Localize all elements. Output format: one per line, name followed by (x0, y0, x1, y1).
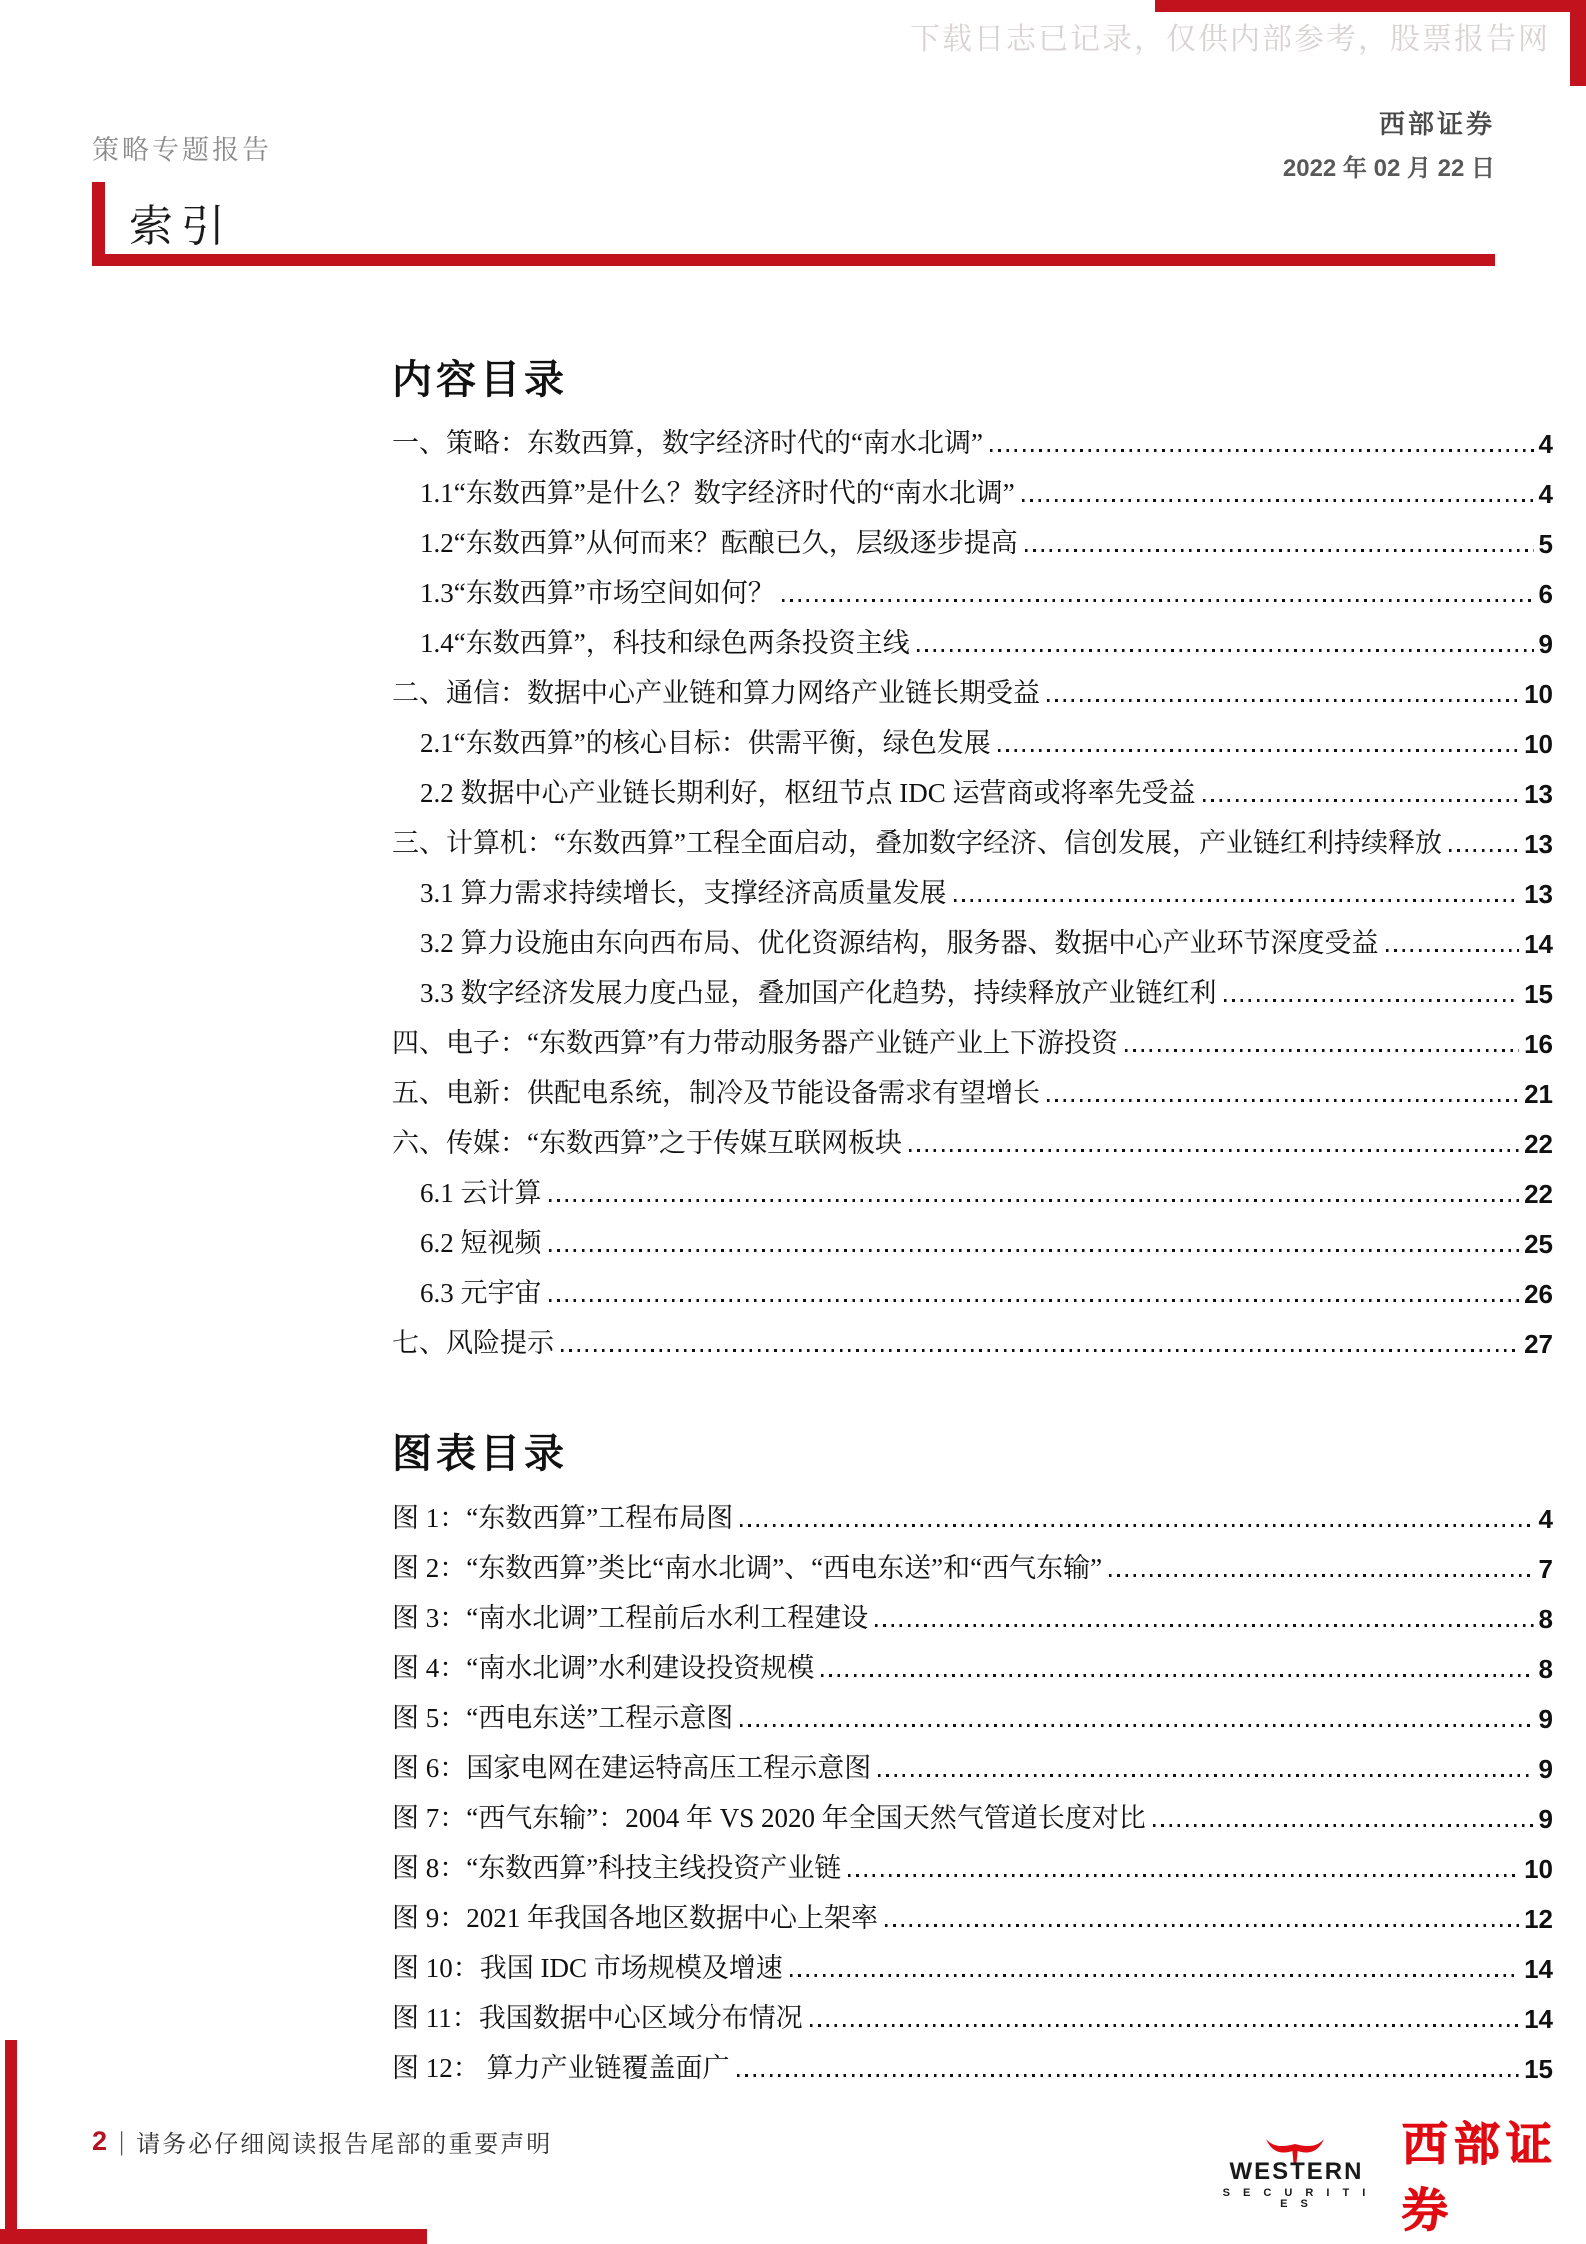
figure-entry-label: 图 5：“西电东送”工程示意图 (392, 1702, 734, 1733)
figure-entry-label: 图 10：我国 IDC 市场规模及增速 (392, 1952, 783, 1983)
toc-entry-page: 13 (1524, 879, 1553, 909)
toc-entry[interactable] (392, 662, 1553, 712)
dotted-leader (740, 1724, 1533, 1727)
toc-entry-label: 六、传媒：“东数西算”之于传媒互联网板块 (392, 1127, 902, 1158)
toc-entry[interactable] (392, 1262, 1553, 1312)
toc-entry-page: 4 (1538, 479, 1553, 509)
toc-entry-label: 3.3 数字经济发展力度凸显，叠加国产化趋势，持续释放产业链红利 (420, 977, 1217, 1008)
figure-entry[interactable] (392, 1887, 1553, 1937)
dotted-leader (1153, 1824, 1534, 1827)
figure-entry[interactable] (392, 1537, 1553, 1587)
toc-entry-label: 1.3“东数西算”市场空间如何？ (420, 577, 775, 608)
figure-entry-page: 15 (1524, 2054, 1553, 2084)
footer-left (92, 2124, 552, 2159)
toc-entry-label: 七、风险提示 (392, 1327, 554, 1358)
toc-entry[interactable] (392, 1112, 1553, 1162)
toc-entry-label: 6.2 短视频 (420, 1227, 542, 1258)
toc-entry[interactable] (392, 562, 1553, 612)
dotted-leader (790, 1974, 1519, 1977)
toc-entry[interactable] (392, 962, 1553, 1012)
logo-chinese-text: 西部证券 (1401, 2119, 1558, 2236)
figure-entry-label: 图 7：“西气东输”：2004 年 VS 2020 年全国天然气管道长度对比 (392, 1802, 1146, 1833)
toc-entry-page: 6 (1538, 579, 1553, 609)
logo-western-text: WESTERN (1229, 2158, 1364, 2185)
figure-entry[interactable] (392, 1487, 1553, 1537)
figure-entry[interactable] (392, 1987, 1553, 2037)
figure-entry-label: 图 6：国家电网在建运特高压工程示意图 (392, 1752, 872, 1783)
company-logo (1213, 2108, 1586, 2240)
dotted-leader (1125, 1049, 1519, 1052)
logo-english-block (1213, 2138, 1380, 2210)
figure-entry-label: 图 2：“东数西算”类比“南水北调”、“西电东送”和“西气东输” (392, 1552, 1103, 1583)
dotted-leader (917, 649, 1534, 652)
dotted-leader (1109, 1574, 1533, 1577)
toc-entry-label: 3.1 算力需求持续增长，支撑经济高质量发展 (420, 877, 947, 908)
figure-entry[interactable] (392, 1787, 1553, 1837)
dotted-leader (737, 2074, 1520, 2077)
toc-entry-label: 四、电子：“东数西算”有力带动服务器产业链产业上下游投资 (392, 1027, 1118, 1058)
top-right-horizontal-bar (1155, 0, 1586, 12)
toc-entry-page: 26 (1524, 1279, 1553, 1309)
toc-entry-label: 6.1 云计算 (420, 1177, 542, 1208)
figure-entry-page: 8 (1538, 1604, 1553, 1634)
toc-entry-label: 一、策略：东数西算，数字经济时代的“南水北调” (392, 427, 983, 458)
toc-entry-label: 3.2 算力设施由东向西布局、优化资源结构，服务器、数据中心产业环节深度受益 (420, 927, 1379, 958)
toc-entry-page: 21 (1524, 1079, 1553, 1109)
toc-entry-label: 6.3 元宇宙 (420, 1277, 542, 1308)
figure-entry-label: 图 1：“东数西算”工程布局图 (392, 1502, 734, 1533)
dotted-leader (885, 1924, 1519, 1927)
figure-entry-page: 4 (1538, 1504, 1553, 1534)
dotted-leader (549, 1299, 1520, 1302)
figure-entry-label: 图 4：“南水北调”水利建设投资规模 (392, 1652, 815, 1683)
footer-disclaimer: 请务必仔细阅读报告尾部的重要声明 (136, 2132, 553, 2158)
watermark-text: 下载日志已记录，仅供内部参考，股票报告网 (910, 23, 1550, 56)
figure-entry[interactable] (392, 1837, 1553, 1887)
toc-entry-page: 4 (1538, 429, 1553, 459)
toc-entry-page: 10 (1524, 679, 1553, 709)
toc-entry-page: 22 (1524, 1179, 1553, 1209)
figure-list (392, 1487, 1553, 2087)
section-title: 索引 (129, 202, 233, 251)
footer-separator: | (119, 2126, 125, 2156)
dotted-leader (1224, 999, 1520, 1002)
section-rule (92, 254, 1495, 266)
figure-entry[interactable] (392, 1637, 1553, 1687)
figure-entry-label: 图 8：“东数西算”科技主线投资产业链 (392, 1852, 842, 1883)
figure-entry-label: 图 11：我国数据中心区域分布情况 (392, 2002, 803, 2033)
dotted-leader (740, 1524, 1533, 1527)
figure-entry[interactable] (392, 1687, 1553, 1737)
toc-entry-label: 2.2 数据中心产业链长期利好，枢纽节点 IDC 运营商或将率先受益 (420, 777, 1196, 808)
toc-entry[interactable] (392, 1162, 1553, 1212)
report-type-label: 策略专题报告 (92, 135, 272, 165)
toc-entry[interactable] (392, 812, 1553, 862)
figure-entry[interactable] (392, 1737, 1553, 1787)
toc-entry-page: 5 (1538, 529, 1553, 559)
figure-entry-label: 图 9：2021 年我国各地区数据中心上架率 (392, 1902, 878, 1933)
logo-securities-text: S E C U R I T I E S (1222, 2187, 1371, 2210)
bottom-left-horizontal-bar (0, 2229, 427, 2244)
dotted-leader (561, 1349, 1519, 1352)
toc-entry-page: 25 (1524, 1229, 1553, 1259)
toc-entry[interactable] (392, 912, 1553, 962)
dotted-leader (1022, 499, 1534, 502)
toc-entry[interactable] (392, 762, 1553, 812)
figure-entry-page: 8 (1538, 1654, 1553, 1684)
toc-entry-label: 2.1“东数西算”的核心目标：供需平衡，绿色发展 (420, 727, 991, 758)
dotted-leader (782, 599, 1534, 602)
figure-entry-page: 9 (1538, 1754, 1553, 1784)
toc-entry-label: 1.4“东数西算”，科技和绿色两条投资主线 (420, 627, 910, 658)
footer-page-number: 2 (92, 2126, 108, 2156)
dotted-leader (875, 1624, 1533, 1627)
toc-entry[interactable] (392, 512, 1553, 562)
toc-entry[interactable] (392, 612, 1553, 662)
toc-entry-page: 27 (1524, 1329, 1553, 1359)
toc-entry[interactable] (392, 1312, 1553, 1362)
bottom-left-vertical-bar (5, 2040, 17, 2244)
figure-entry[interactable] (392, 1937, 1553, 1987)
figure-entry-page: 7 (1538, 1554, 1553, 1584)
toc-entry[interactable] (392, 1012, 1553, 1062)
toc-title: 内容目录 (392, 357, 568, 402)
toc-entry-label: 五、电新：供配电系统，制冷及节能设备需求有望增长 (392, 1077, 1040, 1108)
toc-entry[interactable] (392, 1212, 1553, 1262)
dotted-leader (954, 899, 1520, 902)
figure-entry-page: 14 (1524, 2004, 1553, 2034)
figure-entry-page: 9 (1538, 1704, 1553, 1734)
figure-entry[interactable] (392, 1587, 1553, 1637)
header-right (1283, 104, 1495, 183)
dotted-leader (549, 1249, 1520, 1252)
dotted-leader (909, 1149, 1519, 1152)
dotted-leader (1047, 1099, 1519, 1102)
dotted-leader (848, 1874, 1519, 1877)
toc-entry-label: 二、通信：数据中心产业链和算力网络产业链长期受益 (392, 677, 1040, 708)
toc-entry-page: 14 (1524, 929, 1553, 959)
top-right-vertical-bar (1570, 0, 1586, 86)
figure-entry-page: 14 (1524, 1954, 1553, 1984)
toc-entry-label: 三、计算机：“东数西算”工程全面启动，叠加数字经济、信创发展，产业链红利持续释放 (392, 827, 1442, 858)
toc-list (392, 412, 1553, 1362)
dotted-leader (990, 449, 1534, 452)
figure-entry-page: 10 (1524, 1854, 1553, 1884)
toc-entry[interactable] (392, 862, 1553, 912)
figure-entry-label: 图 3：“南水北调”工程前后水利工程建设 (392, 1602, 869, 1633)
brand-name: 西部证券 (1378, 110, 1495, 139)
figure-entry-page: 9 (1538, 1804, 1553, 1834)
toc-entry-label: 1.2“东数西算”从何而来？酝酿已久，层级逐步提高 (420, 527, 1018, 558)
dotted-leader (878, 1774, 1533, 1777)
toc-entry-page: 13 (1524, 779, 1553, 809)
dotted-leader (1047, 699, 1519, 702)
toc-entry[interactable] (392, 1062, 1553, 1112)
toc-entry-page: 15 (1524, 979, 1553, 1009)
figure-list-title: 图表目录 (392, 1431, 568, 1476)
dotted-leader (998, 749, 1519, 752)
figure-entry[interactable] (392, 2037, 1553, 2087)
dotted-leader (810, 2024, 1519, 2027)
toc-entry[interactable] (392, 462, 1553, 512)
toc-entry[interactable] (392, 712, 1553, 762)
toc-entry-page: 16 (1524, 1029, 1553, 1059)
dotted-leader (1449, 849, 1519, 852)
dotted-leader (821, 1674, 1533, 1677)
toc-entry[interactable] (392, 412, 1553, 462)
dotted-leader (1386, 949, 1520, 952)
toc-entry-page: 13 (1524, 829, 1553, 859)
toc-entry-page: 10 (1524, 729, 1553, 759)
report-date: 2022 年 02 月 22 日 (1282, 155, 1495, 182)
dotted-leader (1203, 799, 1520, 802)
figure-entry-page: 12 (1524, 1904, 1553, 1934)
figure-entry-label: 图 12： 算力产业链覆盖面广 (392, 2052, 730, 2083)
dotted-leader (1025, 549, 1534, 552)
dotted-leader (549, 1199, 1520, 1202)
toc-entry-page: 9 (1538, 629, 1553, 659)
toc-entry-label: 1.1“东数西算”是什么？数字经济时代的“南水北调” (420, 477, 1015, 508)
toc-entry-page: 22 (1524, 1129, 1553, 1159)
